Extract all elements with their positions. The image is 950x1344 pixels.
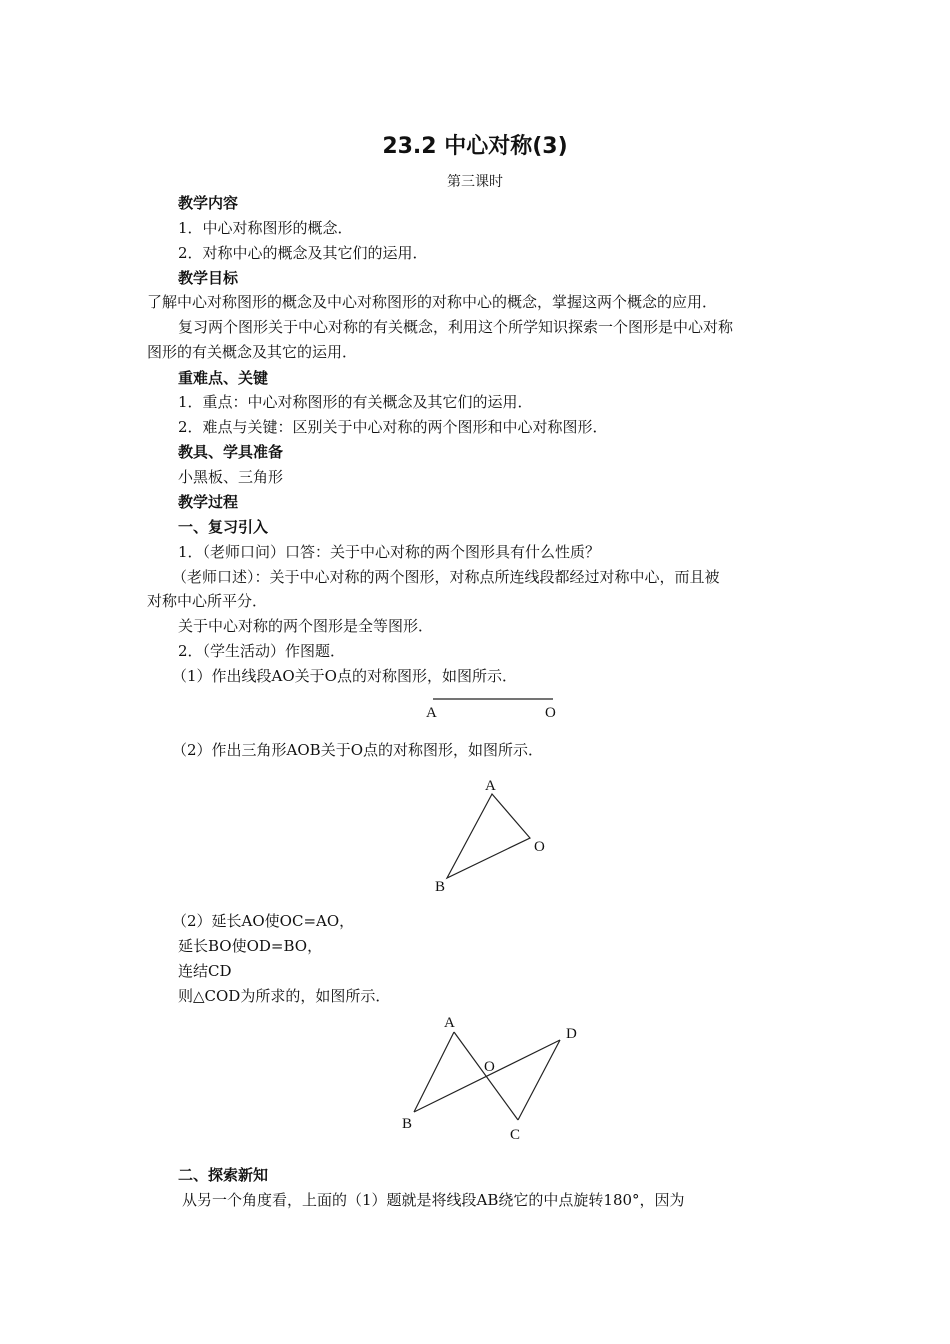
label-a: A xyxy=(444,1015,455,1031)
label-o: O xyxy=(545,705,556,721)
paragraph: （2）延长AO使OC=AO， xyxy=(172,912,355,930)
paragraph: （1）作出线段AO关于O点的对称图形，如图所示． xyxy=(172,667,517,685)
paragraph: 小黑板、三角形 xyxy=(178,468,284,486)
page-subtitle: 第三课时 xyxy=(447,174,503,190)
paragraph: （2）作出三角形AOB关于O点的对称图形，如图所示． xyxy=(172,741,543,759)
label-a: A xyxy=(485,778,496,794)
figure-triangles-aob-cod xyxy=(402,1015,577,1143)
section-heading: 教具、学具准备 xyxy=(178,443,284,461)
figure-triangle-aob xyxy=(435,778,545,895)
label-o: O xyxy=(534,839,545,855)
label-d: D xyxy=(566,1026,577,1042)
paragraph: 2．对称中心的概念及其它们的运用． xyxy=(178,244,428,262)
paragraph: 2．（学生活动）作图题． xyxy=(178,642,346,660)
label-b: B xyxy=(402,1116,413,1132)
paragraph: 1．重点：中心对称图形的有关概念及其它们的运用． xyxy=(178,393,533,411)
label-a: A xyxy=(426,705,437,721)
section-heading: 教学目标 xyxy=(178,269,239,287)
paragraph: 复习两个图形关于中心对称的有关概念，利用这个所学知识探索一个图形是中心对称 xyxy=(178,318,734,336)
paragraph: 了解中心对称图形的概念及中心对称图形的对称中心的概念，掌握这两个概念的应用． xyxy=(147,293,718,311)
paragraph: 则△COD为所求的，如图所示． xyxy=(178,987,391,1005)
section-heading: 一、复习引入 xyxy=(178,518,269,536)
section-heading: 教学内容 xyxy=(178,194,239,212)
paragraph: 1．中心对称图形的概念． xyxy=(178,219,353,237)
paragraph: （老师口述）：关于中心对称的两个图形，对称点所连线段都经过对称中心，而且被 xyxy=(172,568,720,586)
paragraph: 1．（老师口问）口答：关于中心对称的两个图形具有什么性质？ xyxy=(178,543,601,561)
paragraph: 关于中心对称的两个图形是全等图形． xyxy=(178,617,434,635)
paragraph: 对称中心所平分． xyxy=(147,592,268,610)
paragraph: 2．难点与关键：区别关于中心对称的两个图形和中心对称图形． xyxy=(178,418,608,436)
section-heading: 重难点、关键 xyxy=(178,369,269,387)
paragraph: 延长BO使OD=BO， xyxy=(178,937,323,955)
page-title: 23.2 中心对称(3) xyxy=(382,134,568,159)
paragraph: 从另一个角度看，上面的（1）题就是将线段AB绕它的中点旋转180°，因为 xyxy=(182,1191,685,1209)
paragraph: 连结CD xyxy=(178,962,232,980)
label-b: B xyxy=(435,879,446,895)
section-heading: 教学过程 xyxy=(178,493,239,511)
label-o: O xyxy=(484,1059,495,1075)
figure-segment-ao xyxy=(426,699,556,721)
label-c: C xyxy=(510,1127,521,1143)
section-heading: 二、探索新知 xyxy=(178,1166,269,1184)
paragraph: 图形的有关概念及其它的运用． xyxy=(147,343,358,361)
